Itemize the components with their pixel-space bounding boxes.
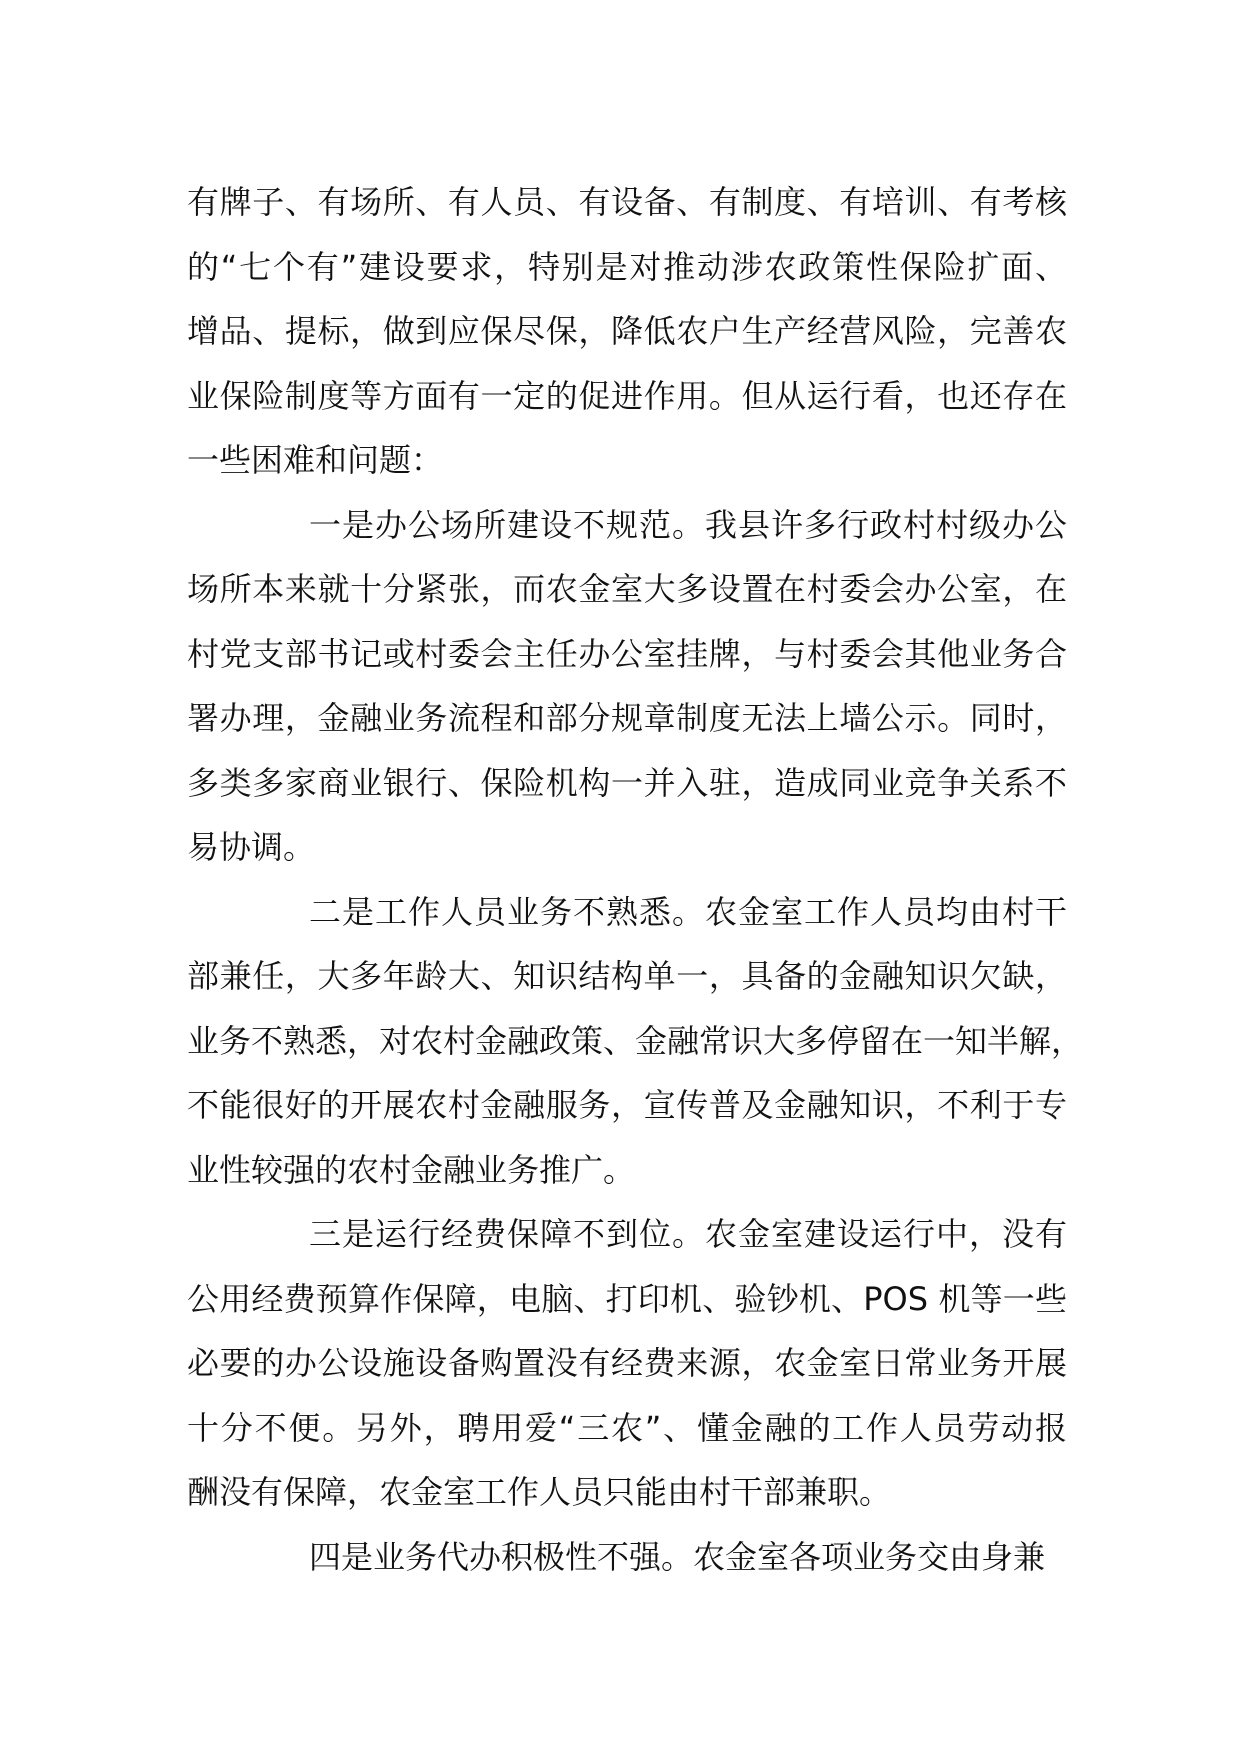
body-text <box>187 170 1084 1589</box>
text-line: 十分不便。另外，聘用爱“三农”、懂金融的工作人员劳动报 <box>187 1408 1067 1447</box>
text-line: 部兼任，大多年龄大、知识结构单一，具备的金融知识欠缺， <box>187 957 1067 995</box>
text-line: 必要的办公设施设备购置没有经费来源，农金室日常业务开展 <box>187 1344 1067 1382</box>
text-line: 增品、提标，做到应保尽保，降低农户生产经营风险，完善农 <box>187 312 1067 350</box>
text-line: 署办理，金融业务流程和部分规章制度无法上墙公示。同时， <box>187 699 1067 737</box>
text-line: 一些困难和问题： <box>187 441 444 479</box>
text-line: 村党支部书记或村委会主任办公室挂牌，与村委会其他业务合 <box>187 634 1067 673</box>
paragraph-first-line: 一是办公场所建设不规范。我县许多行政村村级办公 <box>309 505 1067 544</box>
text-line: 公用经费预算作保障，电脑、打印机、验钞机、POS 机等一些 <box>187 1279 1067 1318</box>
paragraph-first-line: 三是运行经费保障不到位。农金室建设运行中，没有 <box>309 1215 1067 1253</box>
text-line: 有牌子、有场所、有人员、有设备、有制度、有培训、有考核 <box>187 183 1067 221</box>
text-line: 多类多家商业银行、保险机构一并入驻，造成同业竞争关系不 <box>187 763 1067 802</box>
paragraph-first-line: 二是工作人员业务不熟悉。农金室工作人员均由村干 <box>309 892 1067 931</box>
paragraph-first-line: 四是业务代办积极性不强。农金室各项业务交由身兼 <box>309 1537 1046 1576</box>
text-line: 酬没有保障，农金室工作人员只能由村干部兼职。 <box>187 1473 892 1511</box>
text-line: 的“七个有”建设要求，特别是对推动涉农政策性保险扩面、 <box>187 247 1067 286</box>
text-line: 场所本来就十分紧张，而农金室大多设置在村委会办公室，在 <box>187 570 1067 608</box>
text-line: 业性较强的农村金融业务推广。 <box>187 1150 636 1189</box>
text-line: 不能很好的开展农村金融服务，宣传普及金融知识，不利于专 <box>187 1086 1067 1124</box>
text-line: 业务不熟悉，对农村金融政策、金融常识大多停留在一知半解， <box>187 1021 1084 1060</box>
text-line: 业保险制度等方面有一定的促进作用。但从运行看，也还存在 <box>187 376 1067 415</box>
text-line: 易协调。 <box>187 828 316 866</box>
